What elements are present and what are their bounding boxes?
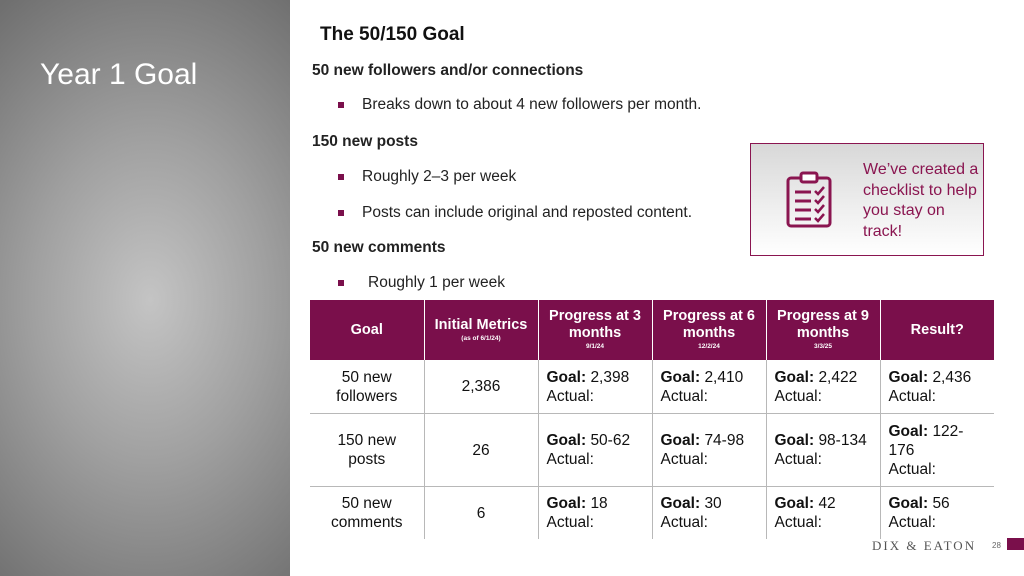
section-heading-comments: 50 new comments (312, 239, 446, 256)
footer-accent-bar (1007, 538, 1024, 550)
bullet-followers-1 (338, 96, 701, 114)
section-heading-posts: 150 new posts (312, 133, 418, 150)
progress-cell: Goal: 2,410 Actual: (652, 360, 766, 414)
initial-metric-cell: 26 (424, 414, 538, 487)
progress-cell: Goal: 2,398 Actual: (538, 360, 652, 414)
goal-cell: 50 new followers (310, 360, 424, 414)
progress-cell: Goal: 74-98 Actual: (652, 414, 766, 487)
slide-title: Year 1 Goal (40, 58, 198, 91)
progress-cell: Goal: 42 Actual: (766, 487, 880, 540)
clipboard-checklist-icon (785, 170, 833, 228)
company-logo: DIX & EATON (872, 538, 977, 553)
bullet-text: Posts can include original and reposted content. (362, 204, 693, 221)
result-cell: Goal: 56 Actual: (888, 495, 950, 531)
table-row (310, 487, 994, 540)
bullet-marker (338, 280, 344, 286)
bullet-text: Roughly 2–3 per week (362, 168, 517, 185)
header-progress-6-months: Progress at 6 months 12/2/24 (652, 300, 766, 360)
bullet-posts-2 (338, 204, 692, 222)
header-initial-metrics: Initial Metrics (as of 6/1/24) (424, 300, 538, 360)
progress-cell: Goal: 50-62 Actual: (538, 414, 652, 487)
header-result: Result? (880, 300, 994, 360)
header-progress-9-months: Progress at 9 months 3/3/25 (766, 300, 880, 360)
initial-metric-cell: 6 (424, 487, 538, 540)
table-row (310, 414, 994, 487)
bullet-posts-1 (338, 168, 516, 186)
result-cell: Goal: 122-176 Actual: (880, 414, 994, 487)
table-row (310, 360, 994, 414)
goals-table (310, 300, 994, 539)
progress-cell: Goal: 2,422 Actual: (766, 360, 880, 414)
initial-metric-cell: 2,386 (424, 360, 538, 414)
header-goal: Goal (310, 300, 424, 360)
goal-cell: 50 new comments (310, 487, 424, 540)
header-sub: 12/2/24 (698, 343, 720, 350)
bullet-comments-1 (338, 274, 505, 292)
goal-cell: 150 new posts (310, 414, 424, 487)
bullet-text: Breaks down to about 4 new followers per month. (362, 96, 702, 113)
result-cell: Goal: 2,436 Actual: (880, 360, 994, 414)
bullet-marker (338, 174, 344, 180)
progress-cell: Goal: 30 Actual: (652, 487, 766, 540)
header-sub: (as of 6/1/24) (461, 334, 501, 342)
bullet-marker (338, 210, 344, 216)
progress-cell: Goal: 18 Actual: (538, 487, 652, 540)
content-title: The 50/150 Goal (320, 24, 465, 45)
table-header-row (310, 300, 994, 360)
header-progress-3-months: Progress at 3 months 9/1/24 (538, 300, 652, 360)
section-heading-followers: 50 new followers and/or connections (312, 62, 584, 79)
header-sub: 9/1/24 (585, 343, 605, 350)
bullet-text: Roughly 1 per week (368, 274, 505, 291)
progress-cell: Goal: 98-134 Actual: (766, 414, 880, 487)
header-sub: 3/3/25 (813, 343, 833, 350)
callout-text: We’ve created a checklist to help you stay on track! (863, 161, 979, 240)
checklist-callout (750, 143, 984, 256)
page-number: 28 (992, 541, 1001, 550)
left-panel (0, 0, 290, 576)
bullet-marker (338, 102, 344, 108)
